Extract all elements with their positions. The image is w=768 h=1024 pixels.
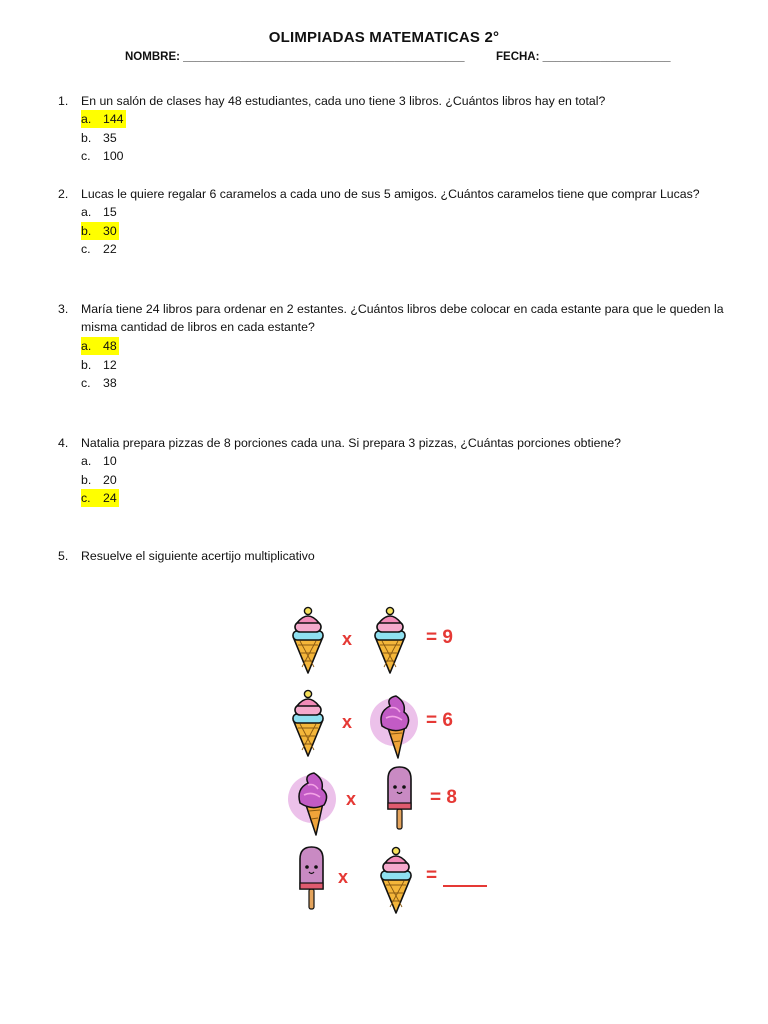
option-b[interactable]: b. 30 [81,223,117,238]
question-number: 5. [58,549,69,563]
riddle-row-3 [276,765,486,835]
multiply-sign: x [342,712,353,732]
worksheet-title: OLIMPIADAS MATEMATICAS 2° [268,29,500,46]
riddle-row-2 [276,688,486,758]
option-a[interactable]: a. 15 [81,205,117,219]
question-number: 2. [58,187,69,201]
question-text: Resuelve el siguiente acertijo multiplicativo [81,549,315,563]
question-number: 4. [58,436,69,450]
option-b[interactable]: b. 12 [81,357,117,372]
question-text: Natalia prepara pizzas de 8 porciones cada una. Si prepara 3 pizzas, ¿Cuántas porciones obtiene? [81,436,622,450]
multiply-sign: x [346,789,357,809]
option-a[interactable]: a. 10 [81,454,117,468]
ice-cream-cone-icon [374,605,408,675]
purple-swirl-cone-icon [376,688,416,760]
option-a[interactable]: a. 144 [81,112,124,126]
answer-options [81,337,119,393]
question-text: María tiene 24 libros para ordenar en 2 estantes. ¿Cuántos libros debe colocar en cada estante para que le queden la misma cantidad de libros en cada estante? [81,302,724,334]
question-number: 3. [58,302,69,316]
riddle-row-1 [276,605,486,675]
answer-options [81,110,126,166]
answer-options [81,452,119,508]
question-text: En un salón de clases hay 48 estudiantes, cada uno tiene 3 libros. ¿Cuántos libros hay en total? [81,94,606,108]
riddle-row-4 [276,845,486,915]
answer-options [81,203,119,259]
name-field: NOMBRE: ____________________________________________ [125,51,465,63]
date-field: FECHA: ____________________ [496,51,671,63]
option-c[interactable]: c. 38 [81,376,117,390]
popsicle-icon [384,765,416,831]
option-a[interactable]: a. 48 [81,339,117,353]
ice-cream-cone-icon [292,688,326,758]
multiplication-riddle-image [276,600,486,920]
riddle-result: = 8 [430,787,457,808]
riddle-answer-blank[interactable]: = [426,865,487,887]
riddle-result: = 6 [426,710,453,731]
option-b[interactable]: b. 20 [81,472,117,487]
ice-cream-cone-icon [380,845,414,915]
option-c[interactable]: c. 100 [81,149,124,163]
popsicle-icon [296,845,328,911]
option-b[interactable]: b. 35 [81,130,117,145]
question-number: 1. [58,94,69,108]
multiply-sign: x [338,867,349,887]
multiply-sign: x [342,629,353,649]
option-c[interactable]: c. 24 [81,491,117,505]
purple-swirl-cone-icon [294,765,334,837]
option-c[interactable]: c. 22 [81,242,117,256]
riddle-result: = 9 [426,627,453,648]
ice-cream-cone-icon [292,605,326,675]
question-text: Lucas le quiere regalar 6 caramelos a cada uno de sus 5 amigos. ¿Cuántos caramelos tiene que comprar Lucas? [81,187,700,201]
